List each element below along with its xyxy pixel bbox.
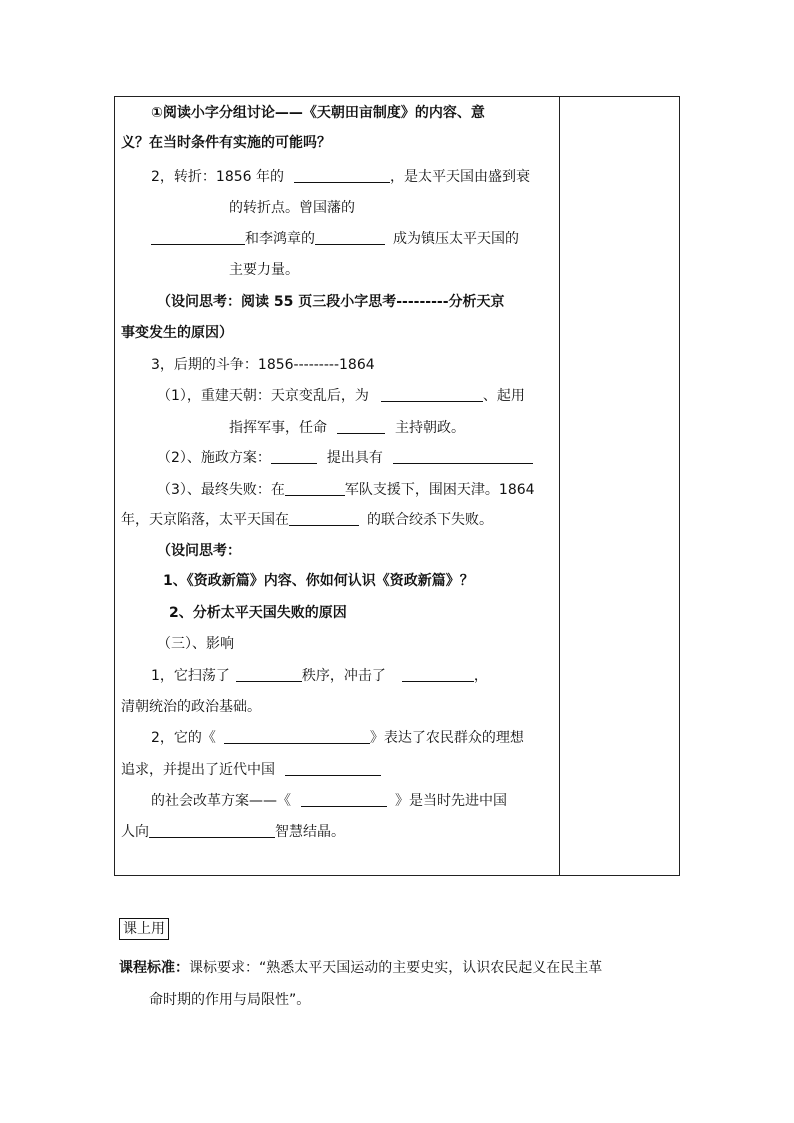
late-struggle-title: 3，后期的斗争：1856---------1864 xyxy=(151,357,375,373)
blank xyxy=(236,665,302,682)
turning-point-line-3: 和李鸿章的 成为镇压太平天国的 xyxy=(151,228,591,249)
late-struggle-2: （2）、施政方案： 提出具有 xyxy=(157,447,597,468)
impact-2: 2，它的《 》表达了农民群众的理想 xyxy=(151,727,591,748)
late-struggle-3: （3）、最终失败：在 军队支援下，围困天津。1864 xyxy=(157,479,597,500)
blank xyxy=(285,479,345,496)
impact-2b: 追求，并提出了近代中国 xyxy=(121,759,561,780)
impact-1b: 清朝统治的政治基础。 xyxy=(121,699,261,715)
question-2-item-1: 1、《资政新篇》内容、你如何认识《资政新篇》？ xyxy=(163,573,474,589)
turning-point-line-2: 的转折点。曾国藩的 xyxy=(229,200,355,216)
impact-2c: 的社会改革方案——《 》是当时先进中国 xyxy=(151,790,591,811)
discussion-line-1: ①阅读小字分组讨论——《天朝田亩制度》的内容、意 xyxy=(151,105,485,121)
blank xyxy=(149,821,275,838)
blank xyxy=(151,228,245,245)
blank xyxy=(381,385,483,402)
curriculum-standard-line-1: 课程标准：课标要求：“熟悉太平天国运动的主要史实，认识农民起义在民主革 xyxy=(119,960,603,976)
blank xyxy=(294,166,390,183)
impact-title: （三）、影响 xyxy=(157,636,234,652)
lesson-table xyxy=(114,96,680,876)
late-struggle-1b: 指挥军事，任命 主持朝政。 xyxy=(229,417,669,438)
blank xyxy=(301,790,387,807)
blank xyxy=(289,509,359,526)
question-2-item-2: 2、分析太平天国失败的原因 xyxy=(169,605,347,621)
question-1-line-1: （设问思考：阅读 55 页三段小字思考---------分析天京 xyxy=(157,294,505,310)
blank xyxy=(285,759,381,776)
turning-point-line-1: 2，转折：1856 年的 ，是太平天国由盛到衰 xyxy=(151,166,591,187)
discussion-line-2: 义？在当时条件有实施的可能吗？ xyxy=(121,135,331,151)
curriculum-standard-line-2: 命时期的作用与局限性”。 xyxy=(149,992,311,1008)
question-2-title: （设问思考： xyxy=(157,543,241,559)
blank xyxy=(315,228,385,245)
blank xyxy=(271,447,317,464)
blank xyxy=(402,665,474,682)
blank xyxy=(337,417,385,434)
late-struggle-1: （1），重建天朝：天京变乱后，为 、起用 xyxy=(157,385,597,406)
impact-2d: 人向 智慧结晶。 xyxy=(121,821,561,842)
blank xyxy=(393,447,533,464)
in-class-label: 课上用 xyxy=(119,918,169,940)
question-1-line-2: 事变发生的原因） xyxy=(121,325,233,341)
blank xyxy=(224,727,370,744)
impact-1: 1，它扫荡了 秩序，冲击了 ， xyxy=(151,665,591,686)
late-struggle-3b: 年，天京陷落，太平天国在 的联合绞杀下失败。 xyxy=(121,509,561,530)
turning-point-line-4: 主要力量。 xyxy=(229,262,299,278)
